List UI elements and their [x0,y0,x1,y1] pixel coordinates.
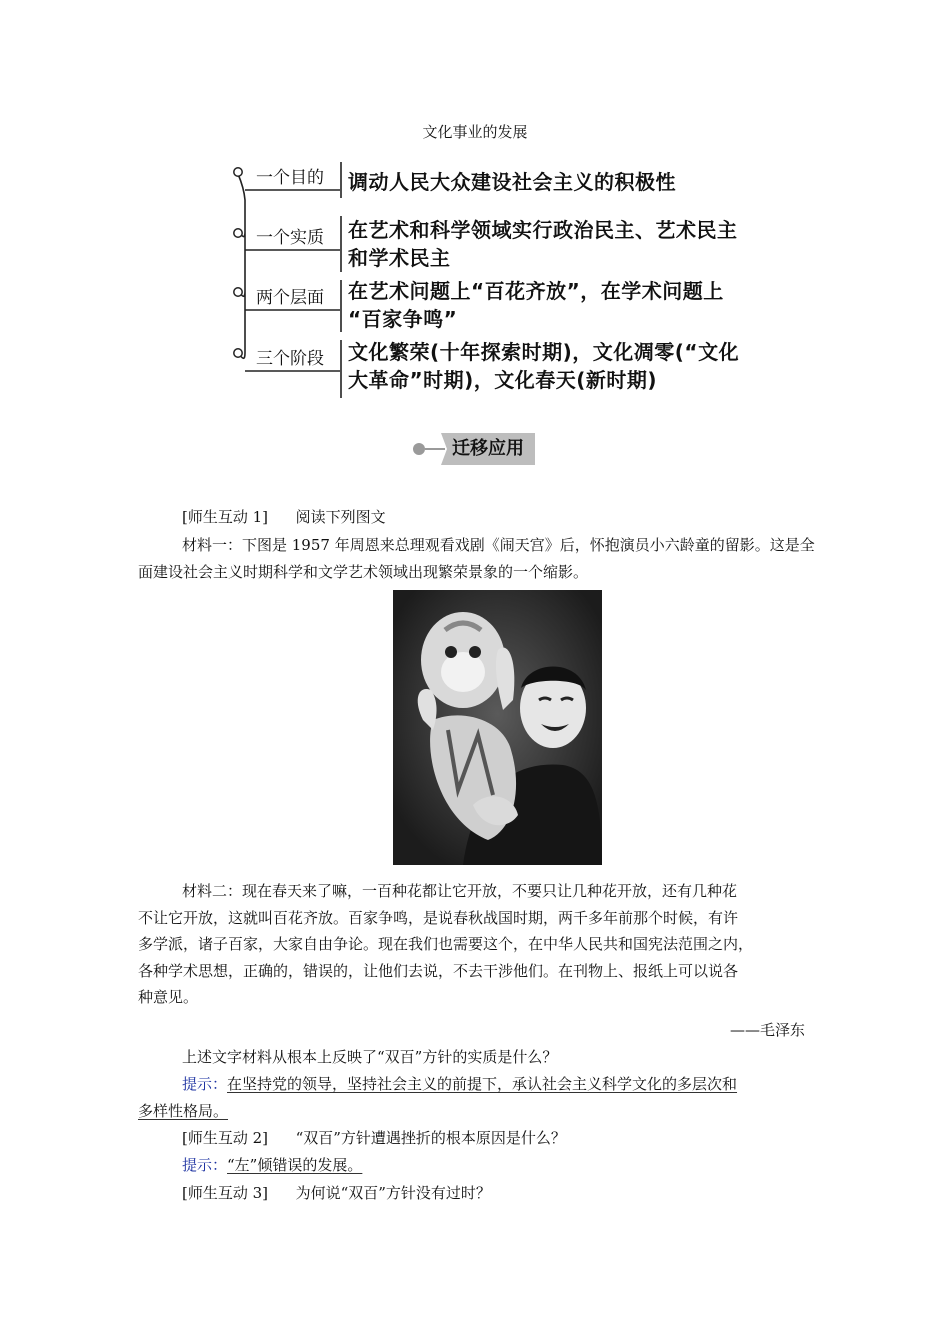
interaction-2 [182,1125,566,1151]
tree-text-essence-1: 在艺术和科学领域实行政治民主、艺术民主 [348,218,738,242]
interaction-3 [182,1180,491,1206]
hint-label: 提示： [182,1075,228,1093]
material-2-line-4: 各种学术思想，正确的，错误的，让他们去说，不去干涉他们。在刊物上、报纸上可以说各 [138,961,739,980]
interaction-1-text: 阅读下列图文 [295,508,386,526]
tree-label-stages: 三个阶段 [256,349,324,369]
hint-label-2: 提示： [182,1156,228,1174]
bullet-dot-icon [413,443,425,455]
interaction-3-label: [师生互动 3] [182,1184,269,1202]
section-heading [413,431,538,467]
answer-1-line-1: 在坚持党的领导，坚持社会主义的前提下，承认社会主义科学文化的多层次和 [227,1075,738,1093]
tree-text-stages-1: 文化繁荣(十年探索时期)，文化凋零(“文化 [348,340,740,364]
tree-label-levels: 两个层面 [256,288,324,308]
section-title: 迁移应用 [452,438,524,459]
material-2-line-5: 种意见。 [138,988,199,1006]
tree-text-purpose: 调动人民大众建设社会主义的积极性 [348,170,676,194]
material-2-line-3: 多学派，诸子百家，大家自由争论。现在我们也需要这个，在中华人民共和国宪法范围之内， [138,935,754,953]
interaction-1-label: [师生互动 1] [182,508,269,526]
answer-1-cont [138,1098,228,1124]
answer-1-line-2: 多样性格局。 [138,1102,229,1120]
interaction-2-text: “双百”方针遭遇挫折的根本原因是什么？ [295,1129,566,1147]
concept-tree [228,160,788,410]
interaction-1 [182,504,386,530]
tree-text-levels-2: “百家争鸣” [348,307,458,331]
answer-2 [182,1152,362,1178]
page-title: 文化事业的发展 [422,123,528,141]
historical-photo [393,590,602,865]
material-2-line-2: 不让它开放，这就叫百花齐放。百家争鸣，是说春秋战国时期，两千多年前那个时候，有许 [138,908,739,927]
interaction-2-label: [师生互动 2] [182,1129,269,1147]
tree-label-purpose: 一个目的 [256,168,324,188]
material-1: 材料一：下图是 1957 年周恩来总理观看戏剧《闹天宫》后，怀抱演员小六龄童的留影。这是全面建设社会主义时期科学和文学艺术领域出现繁荣景象的一个缩影。 [138,536,815,581]
tree-label-essence: 一个实质 [256,228,324,248]
material-2-line-1: 材料二：现在春天来了嘛，一百种花都让它开放，不要只让几种花开放，还有几种花 [182,882,738,900]
attribution: ——毛泽东 [730,1021,806,1039]
answer-1 [182,1071,737,1097]
interaction-3-text: 为何说“双百”方针没有过时？ [295,1184,491,1202]
tree-text-stages-2: 大革命”时期)，文化春天(新时期) [348,368,658,392]
material-2 [138,878,828,1011]
answer-2-text: “左”倾错误的发展。 [227,1156,363,1174]
tree-text-levels-1: 在艺术问题上“百花齐放”，在学术问题上 [348,279,724,303]
tree-text-essence-2: 和学术民主 [348,246,451,270]
question-1: 上述文字材料从根本上反映了“双百”方针的实质是什么？ [182,1048,558,1066]
